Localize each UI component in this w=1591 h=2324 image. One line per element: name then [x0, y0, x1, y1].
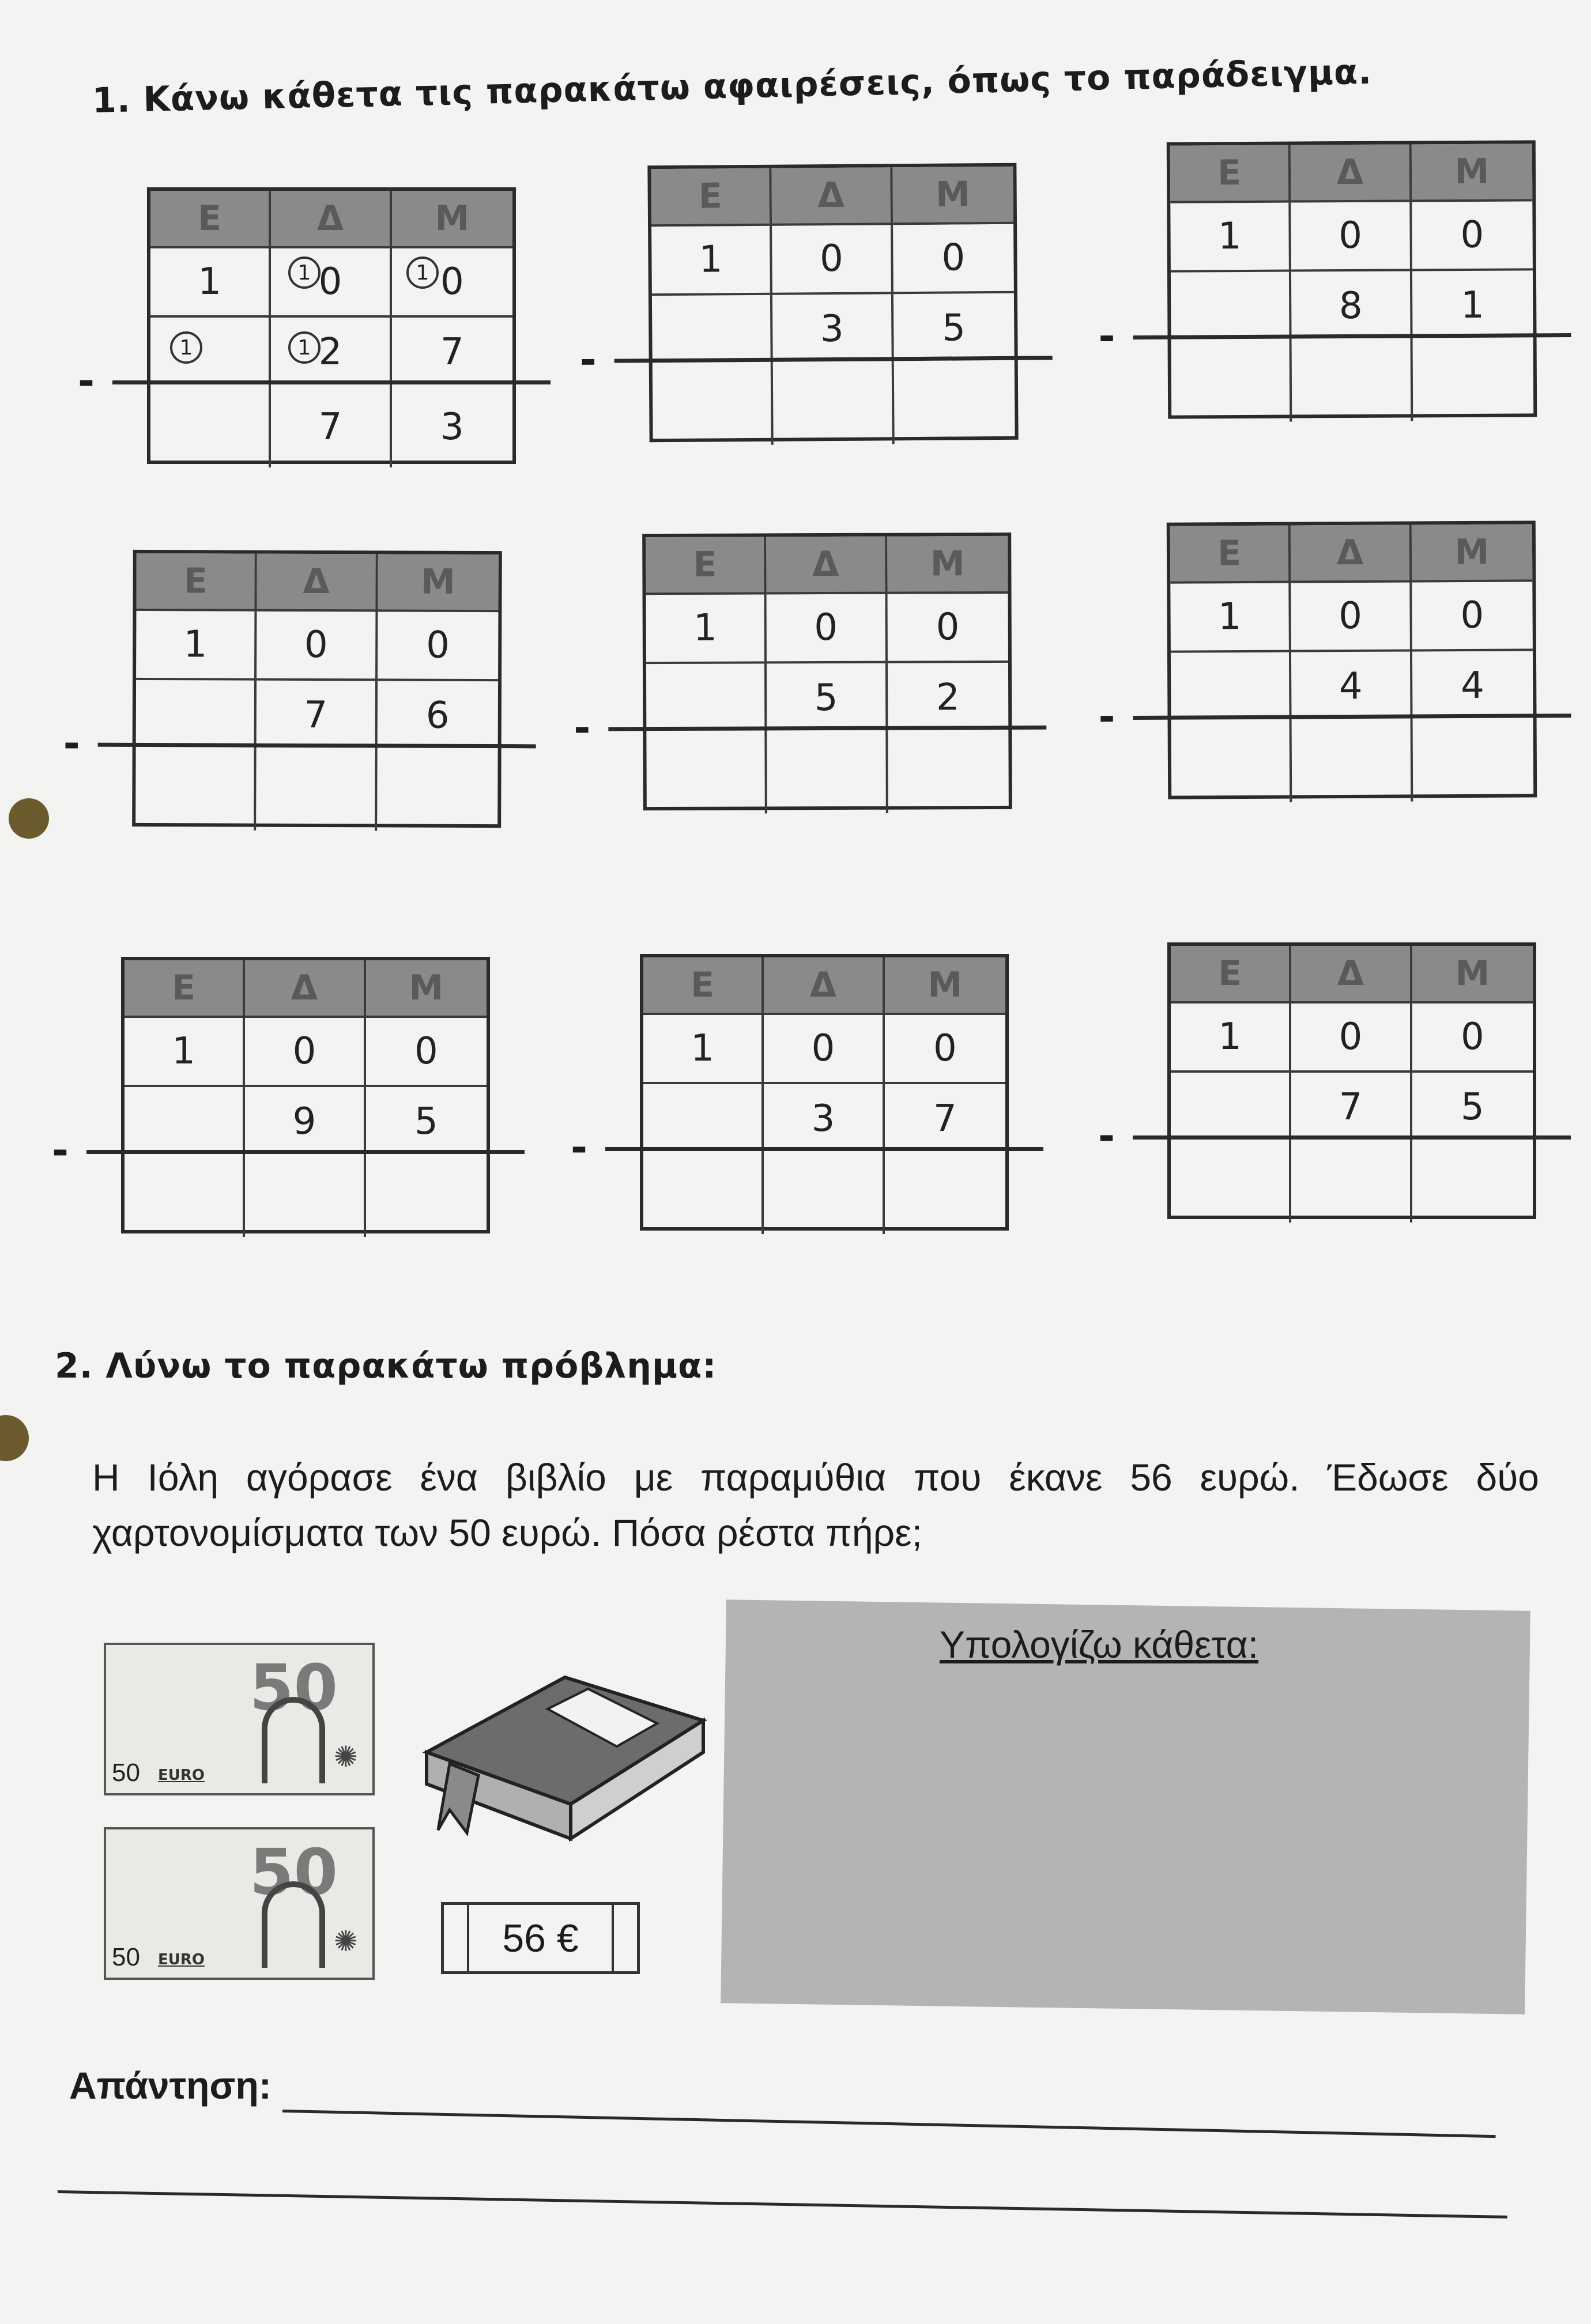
- column-header: Μ: [392, 191, 512, 248]
- subtrahend-digit: 7: [257, 681, 378, 750]
- problem-line-1: Η Ιόλη αγόρασε ένα βιβλίο με παραμύθια που έκανε 56 ευρώ. Έδωσε δύο: [92, 1456, 1539, 1499]
- answer-cell[interactable]: [764, 1153, 884, 1234]
- column-header: Δ: [772, 167, 893, 225]
- star-emblem-icon: ✺: [334, 1740, 358, 1774]
- banknote-value: 50: [249, 1835, 338, 1909]
- minus-sign: -: [579, 335, 597, 384]
- answer-cell[interactable]: [150, 387, 271, 467]
- sum-line: [605, 1147, 1043, 1151]
- answer-cell[interactable]: [888, 732, 1009, 813]
- borrow-mark: 1: [406, 256, 439, 289]
- book-icon: [415, 1666, 715, 1867]
- minuend-digit: 0: [271, 248, 391, 318]
- answer-label: Απάντηση:: [69, 2064, 272, 2107]
- column-header: Ε: [646, 537, 767, 595]
- column-header: Δ: [764, 957, 884, 1015]
- arch-icon: [262, 1697, 325, 1783]
- column-header: Μ: [892, 167, 1013, 225]
- problem-text: [92, 1450, 1539, 1560]
- subtrahend-digit: 5: [942, 307, 966, 350]
- column-header: Δ: [245, 960, 365, 1018]
- minuend-digit: 1: [651, 226, 772, 296]
- minuend-digit: 0: [245, 1018, 365, 1087]
- minuend-digit: 0: [893, 224, 1014, 294]
- answer-cell[interactable]: [646, 733, 767, 814]
- minuend-digit: 0: [885, 1015, 1005, 1084]
- answer-cell[interactable]: [653, 364, 774, 446]
- answer-cell[interactable]: [1412, 1142, 1533, 1223]
- column-header: Δ: [1291, 525, 1412, 583]
- subtrahend-digit: 5: [767, 663, 888, 733]
- banknote-value: 50: [249, 1651, 338, 1725]
- calculation-label: Υπολογίζω κάθετα:: [940, 1623, 1259, 1666]
- answer-cell[interactable]: 3: [440, 406, 464, 448]
- answer-cell[interactable]: [1291, 1142, 1412, 1223]
- answer-cell[interactable]: [256, 750, 377, 831]
- answer-cell[interactable]: [893, 363, 1015, 444]
- subtraction-problem: [579, 163, 1018, 442]
- minuend-digit: 0: [772, 225, 893, 295]
- subtrahend-digit: 4: [1460, 664, 1485, 708]
- answer-cell[interactable]: [245, 1156, 365, 1237]
- subtraction-problem: [1098, 942, 1536, 1219]
- subtrahend-digit: [652, 295, 773, 365]
- banknote-currency: EURO: [158, 1951, 205, 1968]
- subtrahend-digit: [1171, 652, 1292, 722]
- problem-line-2: χαρτονομίσματα των 50 ευρώ. Πόσα ρέστα πήρε;: [92, 1511, 922, 1554]
- answer-cell[interactable]: [1171, 1142, 1291, 1223]
- subtrahend-digit: 9: [245, 1087, 365, 1156]
- subtrahend-digit: 1: [1460, 284, 1485, 327]
- subtrahend-digit: 8: [1291, 271, 1412, 341]
- answer-cell[interactable]: [125, 1156, 245, 1237]
- star-emblem-icon: ✺: [334, 1925, 358, 1958]
- subtrahend-digit: 5: [414, 1100, 438, 1143]
- column-header: Δ: [1291, 946, 1412, 1003]
- minuend-digit: 1: [150, 248, 271, 318]
- answer-line-2[interactable]: [58, 2190, 1507, 2219]
- subtraction-problem: [1098, 520, 1537, 799]
- subtraction-problem: [52, 957, 490, 1233]
- answer-cell[interactable]: [1412, 720, 1533, 801]
- column-header: Ε: [1171, 946, 1291, 1003]
- answer-cell[interactable]: [135, 749, 257, 831]
- borrow-mark: 1: [288, 256, 321, 289]
- minus-sign: -: [571, 1124, 588, 1171]
- column-header: Ε: [1170, 145, 1291, 203]
- subtrahend-digit: 3: [764, 1084, 884, 1153]
- minus-sign: -: [1098, 1112, 1115, 1160]
- subtrahend-digit: 5: [1460, 1086, 1484, 1129]
- borrow-mark: 1: [170, 331, 202, 364]
- column-header: Ε: [150, 191, 271, 248]
- subtrahend-digit: [150, 318, 271, 387]
- borrow-mark: 1: [288, 331, 321, 364]
- place-value-table: [1167, 140, 1537, 418]
- subtrahend-digit: 3: [772, 294, 893, 364]
- answer-cell[interactable]: [767, 733, 888, 814]
- place-value-table: [121, 957, 490, 1233]
- subtrahend-digit: 7: [933, 1097, 957, 1140]
- column-header: Μ: [887, 536, 1008, 594]
- subtrahend-digit: 2: [936, 676, 960, 719]
- answer-line-1[interactable]: [282, 2110, 1496, 2138]
- column-header: Μ: [366, 960, 487, 1018]
- subtrahend-digit: [643, 1084, 764, 1153]
- minuend-digit: 1: [1170, 203, 1291, 273]
- column-header: Μ: [885, 957, 1005, 1015]
- sum-line: [1133, 1135, 1571, 1140]
- subtrahend-digit: 6: [425, 694, 450, 737]
- subtraction-problem: [63, 550, 502, 828]
- minus-sign: -: [1098, 693, 1115, 741]
- minuend-digit: 0: [1291, 202, 1412, 271]
- exercise1-heading: 1. Κάνω κάθετα τις παρακάτω αφαιρέσεις, όπως το παράδειγμα.: [92, 51, 1373, 121]
- binder-hole: [9, 798, 49, 839]
- subtrahend-digit: 2: [271, 318, 391, 387]
- minuend-digit: 1: [125, 1018, 245, 1087]
- answer-cell[interactable]: [1292, 720, 1413, 802]
- price-tag: [441, 1902, 640, 1974]
- subtraction-problem: [571, 954, 1009, 1231]
- column-header: Ε: [651, 168, 772, 227]
- column-header: Μ: [1412, 946, 1533, 1003]
- subtrahend-digit: [646, 663, 767, 733]
- minuend-digit: 0: [392, 248, 512, 318]
- subtraction-problem: [1098, 140, 1537, 418]
- answer-cell[interactable]: [1171, 341, 1292, 422]
- answer-cell[interactable]: [366, 1156, 487, 1237]
- minuend-digit: 0: [1291, 1003, 1412, 1073]
- place-value-table: [640, 954, 1009, 1231]
- subtrahend-digit: [1171, 272, 1292, 342]
- binder-hole: [0, 1415, 29, 1461]
- sum-line: [112, 380, 551, 384]
- minus-sign: -: [52, 1127, 69, 1174]
- place-value-table: [1167, 942, 1536, 1219]
- subtrahend-digit: [136, 680, 257, 750]
- answer-cell[interactable]: [773, 363, 894, 444]
- answer-cell[interactable]: [1412, 339, 1533, 421]
- minuend-digit: 0: [767, 594, 888, 664]
- place-value-table: [132, 550, 502, 828]
- minuend-digit: 1: [643, 1015, 764, 1084]
- banknote-currency: EURO: [158, 1767, 205, 1784]
- subtrahend-digit: 7: [1291, 1073, 1412, 1142]
- minuend-digit: 0: [366, 1018, 487, 1087]
- place-value-table: [647, 163, 1018, 442]
- column-header: Δ: [767, 537, 888, 595]
- minuend-digit: 0: [378, 612, 499, 681]
- banknote-50-euro: [104, 1827, 375, 1980]
- exercise2-heading: 2. Λύνω το παρακάτω πρόβλημα:: [55, 1346, 717, 1386]
- answer-cell[interactable]: [1292, 340, 1413, 421]
- minuend-digit: 1: [136, 611, 257, 681]
- example-subtraction: [78, 187, 516, 464]
- column-header: Ε: [125, 960, 245, 1018]
- banknote-50-euro: [104, 1643, 375, 1795]
- subtrahend-digit: [125, 1087, 245, 1156]
- column-header: Ε: [1170, 526, 1291, 584]
- place-value-table: [1167, 520, 1537, 799]
- answer-cell[interactable]: 7: [271, 387, 391, 467]
- column-header: Μ: [1411, 524, 1532, 582]
- subtrahend-digit: 7: [440, 331, 464, 373]
- banknote-label: 50: [112, 1759, 140, 1787]
- minus-sign: -: [63, 719, 80, 767]
- column-header: Ε: [136, 553, 257, 612]
- minus-sign: -: [1098, 312, 1115, 360]
- answer-cell[interactable]: [643, 1153, 764, 1234]
- subtraction-problem: [574, 533, 1012, 810]
- column-header: Ε: [643, 957, 764, 1015]
- minuend-digit: 0: [1412, 1003, 1533, 1073]
- minuend-digit: 0: [1412, 201, 1533, 271]
- price-tag-value: 56 €: [467, 1905, 614, 1971]
- sum-line: [86, 1150, 525, 1154]
- answer-cell[interactable]: [1171, 722, 1292, 803]
- place-value-table: [147, 187, 516, 464]
- banknote-label: 50: [112, 1943, 140, 1971]
- minus-sign: -: [574, 704, 591, 752]
- minuend-digit: 0: [887, 594, 1008, 663]
- column-header: Μ: [378, 554, 499, 612]
- place-value-table: [642, 533, 1012, 810]
- minuend-digit: 1: [1170, 583, 1291, 653]
- column-header: Δ: [257, 554, 378, 612]
- minuend-digit: 0: [764, 1015, 884, 1084]
- arch-icon: [262, 1881, 325, 1968]
- column-header: Δ: [1291, 144, 1412, 202]
- minus-sign: -: [78, 357, 95, 405]
- subtrahend-digit: 4: [1291, 651, 1412, 721]
- answer-cell[interactable]: [377, 750, 498, 831]
- minuend-digit: 1: [1171, 1003, 1291, 1073]
- subtrahend-digit: [1171, 1073, 1291, 1142]
- minuend-digit: 0: [1412, 582, 1533, 651]
- minuend-digit: 0: [257, 612, 378, 681]
- minuend-digit: 1: [646, 594, 767, 664]
- answer-cell[interactable]: [885, 1153, 1005, 1234]
- minuend-digit: 0: [1291, 582, 1412, 652]
- column-header: Μ: [1411, 144, 1532, 202]
- column-header: Δ: [271, 191, 391, 248]
